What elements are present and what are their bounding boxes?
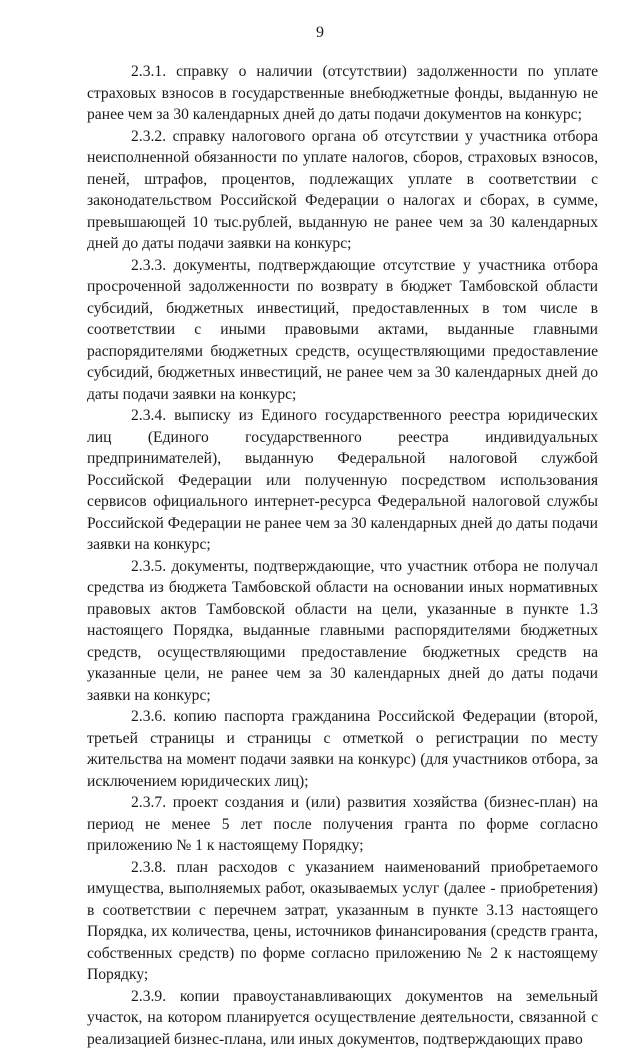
paragraph-2-3-9: 2.3.9. копии правоустанавливающих документов на земельный участок, на котором планируется осуществление деятельности, связанной с реализацией бизнес-плана, или иных документов, подтверждающих право <box>87 986 598 1050</box>
paragraph-2-3-8: 2.3.8. план расходов с указанием наименований приобретаемого имущества, выполняемых работ, оказываемых услуг (далее - приобретения) в соответствии с перечнем затрат, указанным в пункте 3.13 настоящего Порядка, их количества, цены, источников финансирования (средств гранта, собственных средств) по форме согласно приложению № 2 к настоящему Порядку; <box>87 857 598 986</box>
paragraph-2-3-6: 2.3.6. копию паспорта гражданина Российской Федерации (второй, третьей страницы и страницы с отметкой о регистрации по месту жительства на момент подачи заявки на конкурс) (для участников отбора, за исключением юридических лиц); <box>87 706 598 792</box>
paragraph-2-3-5: 2.3.5. документы, подтверждающие, что участник отбора не получал средства из бюджета Тамбовской области на основании иных нормативных правовых актов Тамбовской области на цели, указанные в пункте 1.3 настоящего Порядка, выданные главными распорядителями бюджетных средств, осуществляющими предоставление бюджетных средств на указанные цели, не ранее чем за 30 календарных дней до даты подачи заявки на конкурс; <box>87 556 598 707</box>
paragraph-2-3-4: 2.3.4. выписку из Единого государственного реестра юридических лиц (Единого государственного реестра индивидуальных предпринимателей), выданную Федеральной налоговой службой Российской Федерации или полученную посредством использования сервисов официального интернет-ресурса Федеральной налоговой службы Российской Федерации не ранее чем за 30 календарных дней до даты подачи заявки на конкурс; <box>87 405 598 556</box>
document-body <box>87 61 598 1050</box>
page-number: 9 <box>0 24 640 42</box>
paragraph-2-3-3: 2.3.3. документы, подтверждающие отсутствие у участника отбора просроченной задолженности по возврату в бюджет Тамбовской области субсидий, бюджетных инвестиций, предоставленных в том числе в соответствии с иными правовыми актами, выданные главными распорядителями бюджетных средств, осуществляющими предоставление субсидий, бюджетных инвестиций, не ранее чем за 30 календарных дней до даты подачи заявки на конкурс; <box>87 255 598 406</box>
paragraph-2-3-1: 2.3.1. справку о наличии (отсутствии) задолженности по уплате страховых взносов в государственные внебюджетные фонды, выданную не ранее чем за 30 календарных дней до даты подачи документов на конкурс; <box>87 61 598 126</box>
paragraph-2-3-7: 2.3.7. проект создания и (или) развития хозяйства (бизнес-план) на период не менее 5 лет после получения гранта по форме согласно приложению № 1 к настоящему Порядку; <box>87 792 598 857</box>
paragraph-2-3-2: 2.3.2. справку налогового органа об отсутствии у участника отбора неисполненной обязанности по уплате налогов, сборов, страховых взносов, пеней, штрафов, процентов, подлежащих уплате в соответствии с законодательством Российской Федерации о налогах и сборах, в сумме, превышающей 10 тыс.рублей, выданную не ранее чем за 30 календарных дней до даты подачи заявки на конкурс; <box>87 126 598 255</box>
